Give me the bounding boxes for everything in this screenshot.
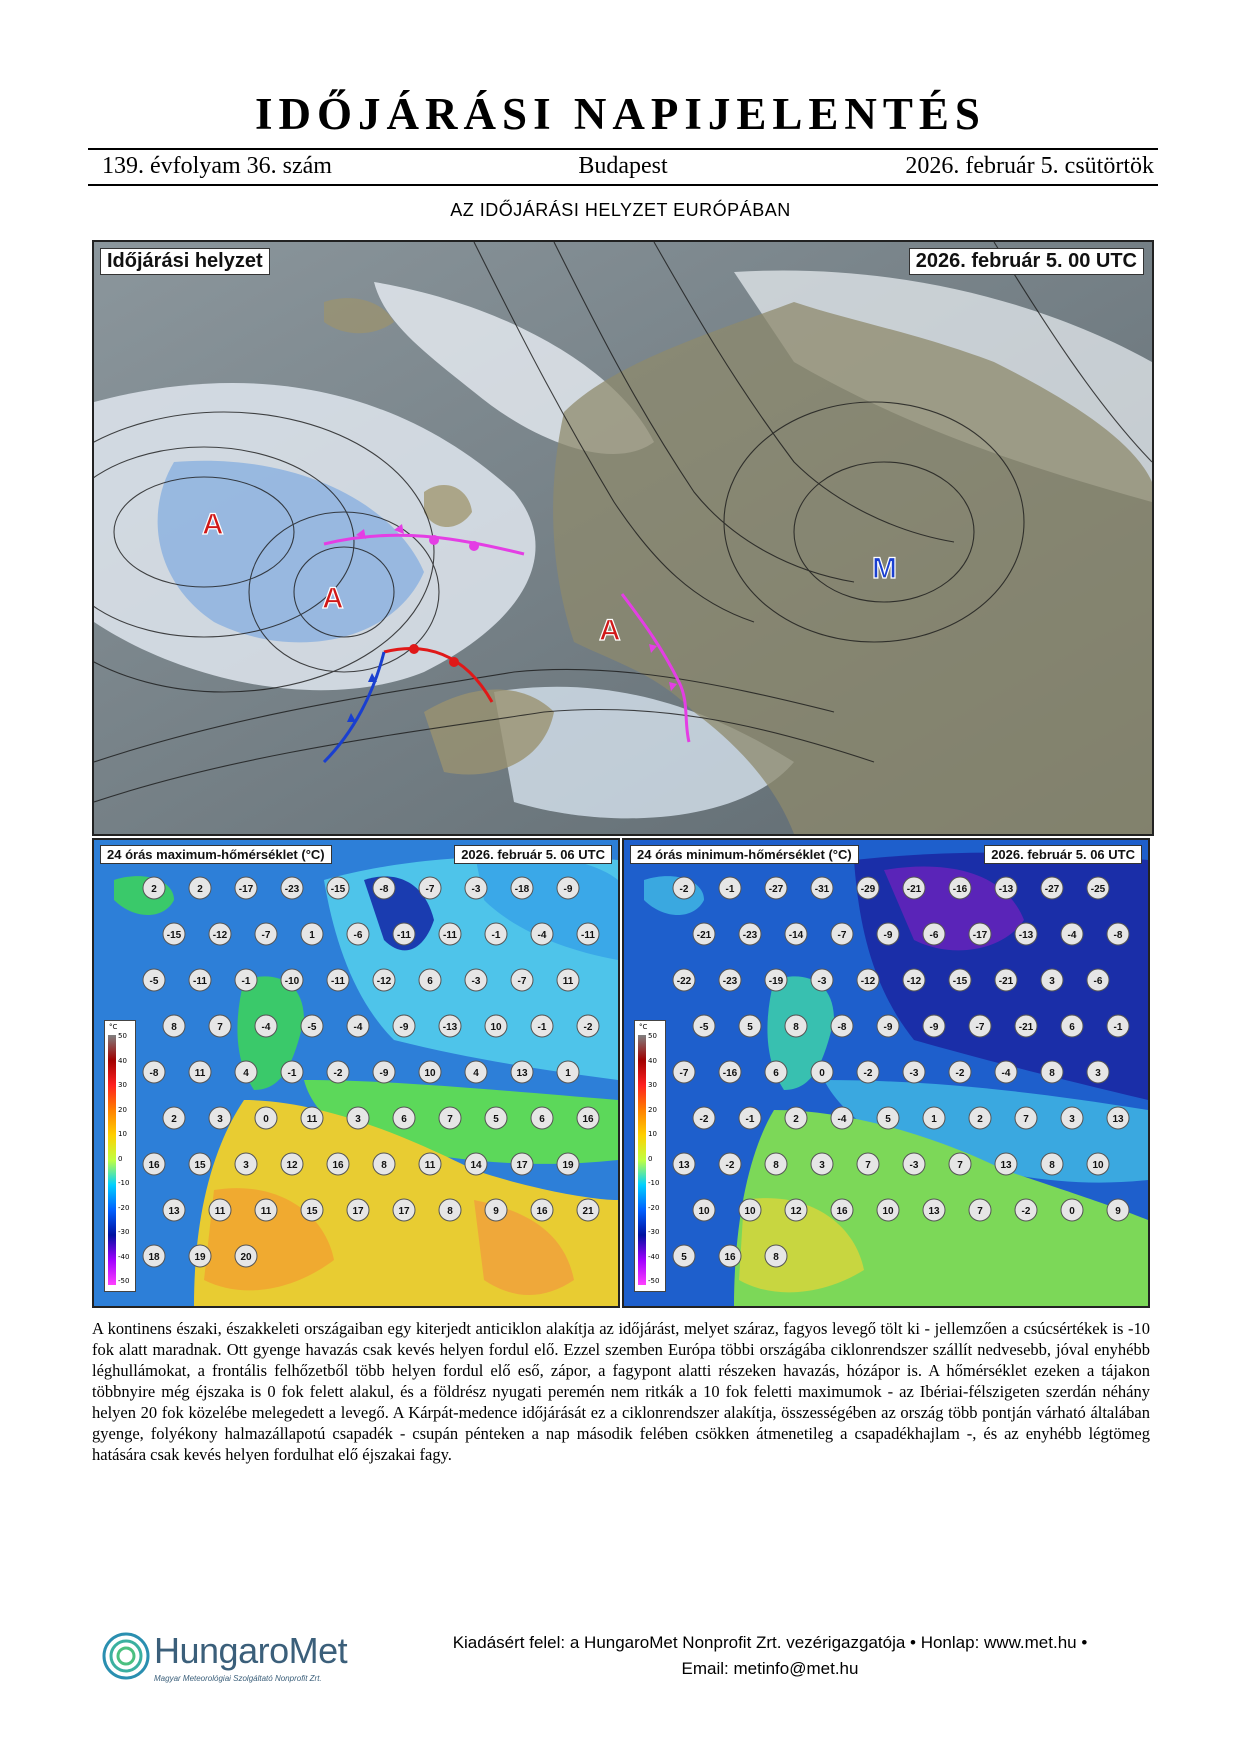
- station-temperature: 16: [582, 1114, 594, 1125]
- station-temperature: -23: [722, 976, 738, 987]
- colorbar-tick: -10: [648, 1179, 660, 1187]
- station-temperature: 3: [1049, 976, 1055, 987]
- station-temperature: -2: [679, 884, 689, 895]
- station-temperature: 6: [539, 1114, 545, 1125]
- station-temperature: -1: [287, 1068, 297, 1079]
- station-temperature: -9: [399, 1022, 409, 1033]
- station-temperature: -2: [699, 1114, 709, 1125]
- station-temperature: -7: [425, 884, 435, 895]
- station-temperature: -14: [788, 930, 804, 941]
- station-temperature: 5: [493, 1114, 499, 1125]
- station-temperature: 11: [260, 1206, 272, 1217]
- colorbar-ramp: [638, 1035, 646, 1285]
- station-temperature: 3: [355, 1114, 361, 1125]
- station-temperature: -3: [471, 884, 481, 895]
- logo-tagline: Magyar Meteorológiai Szolgáltató Nonprofit Zrt.: [154, 1674, 322, 1683]
- station-temperature: 15: [306, 1206, 318, 1217]
- min-temp-colorbar: [634, 1020, 666, 1292]
- station-temperature: 7: [957, 1160, 963, 1171]
- station-temperature: -2: [333, 1068, 343, 1079]
- station-temperature: 16: [536, 1206, 548, 1217]
- station-temperature: -2: [583, 1022, 593, 1033]
- station-temperature: 11: [306, 1114, 318, 1125]
- weather-summary-text: A kontinens északi, északkeleti országaiban egy kiterjedt anticiklon alakítja az időjárást, melyet száraz, fagyos levegő tölt ki - jellemzően a csúcsértékek is -10 fok alatt maradnak. Ott gyenge havazás csak kevés helyen fordul elő. Ezzel szemben Európa többi országába ciklonrendszer szállít nedvesebb, jóval enyhébb léghullámokat, a frontális felhőzetből több helyen fordul elő eső, zápor, a fagypont alatti részeken havazás, hózápor is. A hőmérséklet ezeken a tájakon többnyire még éjszaka is 0 fok felett alakul, és a földrész nyugati peremén nem ritkák a 10 fok feletti maximumok - az Ibériai-félszigeten szerdán néhány helyen 20 fok közelébe melegedett a levegő. A Kárpát-medence időjárását ez a ciklonrendszer alakítja, összességében az ország több pontján várható általában gyenge, folyékony halmazállapotú csapadék - csupán pénteken a nap második felében csökken átmenetileg a csapadékhajlam -, és az enyhébb légtömeg hatására csak kevés helyen fordulhat elő éjszakai fagy.: [92, 1319, 1150, 1464]
- station-temperature: 16: [332, 1160, 344, 1171]
- station-temperature: 3: [1069, 1114, 1075, 1125]
- station-temperature: 6: [427, 976, 433, 987]
- station-temperature: 2: [977, 1114, 983, 1125]
- station-temperature: -19: [768, 976, 784, 987]
- station-temperature: 13: [168, 1206, 180, 1217]
- footer-credits: [390, 1630, 1150, 1682]
- station-temperature: -11: [581, 930, 595, 941]
- min-temp-map-graphic: [624, 840, 1148, 1306]
- station-temperature: 13: [516, 1068, 528, 1079]
- station-temperature: -21: [998, 976, 1014, 987]
- station-temperature: -17: [972, 930, 988, 941]
- station-temperature: 11: [214, 1206, 226, 1217]
- station-temperature: -12: [376, 976, 392, 987]
- station-temperature: 19: [194, 1252, 206, 1263]
- station-temperature: 6: [401, 1114, 407, 1125]
- station-temperature: -6: [929, 930, 939, 941]
- colorbar-tick: -30: [648, 1228, 660, 1236]
- station-temperature: 10: [424, 1068, 436, 1079]
- station-temperature: 7: [447, 1114, 453, 1125]
- colorbar-unit: °C: [109, 1023, 118, 1031]
- station-temperature: -21: [696, 930, 712, 941]
- station-temperature: -22: [676, 976, 692, 987]
- station-temperature: -2: [1021, 1206, 1031, 1217]
- station-temperature: 6: [773, 1068, 779, 1079]
- station-temperature: -3: [909, 1068, 919, 1079]
- colorbar-tick: -40: [648, 1252, 660, 1261]
- station-temperature: 15: [194, 1160, 206, 1171]
- colorbar-tick: 40: [118, 1056, 127, 1065]
- station-temperature: 7: [977, 1206, 983, 1217]
- station-temperature: 10: [698, 1206, 710, 1217]
- colorbar-tick: 30: [648, 1081, 657, 1089]
- issue-date: 2026. február 5. csütörtök: [905, 153, 1154, 179]
- station-temperature: -4: [261, 1022, 271, 1033]
- station-temperature: 3: [1095, 1068, 1101, 1079]
- station-temperature: -7: [261, 930, 271, 941]
- station-temperature: -1: [745, 1114, 755, 1125]
- station-temperature: 8: [793, 1022, 799, 1033]
- station-temperature: 0: [1069, 1206, 1075, 1217]
- station-temperature: 1: [931, 1114, 937, 1125]
- high-pressure-label: A: [599, 614, 621, 647]
- station-temperature: -2: [863, 1068, 873, 1079]
- station-temperature: -13: [442, 1022, 458, 1033]
- station-temperature: -13: [1018, 930, 1034, 941]
- station-temperature: 7: [217, 1022, 223, 1033]
- station-temperature: 8: [773, 1252, 779, 1263]
- issue-volume: 139. évfolyam 36. szám: [102, 153, 332, 179]
- station-temperature: -25: [1090, 884, 1106, 895]
- station-temperature: -21: [1018, 1022, 1034, 1033]
- colorbar-tick: 10: [648, 1130, 657, 1138]
- colorbar-tick: -40: [118, 1252, 130, 1261]
- colorbar-tick: 0: [118, 1154, 123, 1163]
- station-temperature: -9: [929, 1022, 939, 1033]
- station-temperature: -4: [353, 1022, 363, 1033]
- station-temperature: -1: [491, 930, 501, 941]
- colorbar-tick: 20: [118, 1105, 127, 1114]
- station-temperature: 0: [819, 1068, 825, 1079]
- station-temperature: -31: [814, 884, 830, 895]
- station-temperature: 11: [562, 976, 574, 987]
- station-temperature: -11: [193, 976, 207, 987]
- section-title: AZ IDŐJÁRÁSI HELYZET EURÓPÁBAN: [450, 200, 791, 220]
- station-temperature: -12: [212, 930, 228, 941]
- station-temperature: 10: [744, 1206, 756, 1217]
- station-temperature: -7: [517, 976, 527, 987]
- station-temperature: 13: [1112, 1114, 1124, 1125]
- station-temperature: -16: [722, 1068, 738, 1079]
- station-temperature: 12: [790, 1206, 802, 1217]
- colorbar-tick: 40: [648, 1056, 657, 1065]
- station-temperature: -8: [379, 884, 389, 895]
- station-temperature: 8: [773, 1160, 779, 1171]
- colorbar-tick: -50: [118, 1277, 130, 1285]
- hungaromet-logo: [100, 1624, 360, 1688]
- station-temperature: 8: [1049, 1068, 1055, 1079]
- station-temperature: 11: [194, 1068, 206, 1079]
- station-temperature: -6: [1093, 976, 1103, 987]
- logo-name: HungaroMet: [154, 1630, 348, 1671]
- synoptic-map-graphic: [94, 242, 1152, 834]
- station-temperature: -1: [725, 884, 735, 895]
- station-temperature: -27: [1044, 884, 1060, 895]
- synoptic-map: [92, 240, 1154, 836]
- station-temperature: -6: [353, 930, 363, 941]
- station-temperature: -12: [906, 976, 922, 987]
- station-temperature: 2: [151, 884, 157, 895]
- colorbar-tick: 0: [648, 1154, 653, 1163]
- max-temp-map-graphic: [94, 840, 618, 1306]
- station-temperature: 8: [447, 1206, 453, 1217]
- station-temperature: 5: [747, 1022, 753, 1033]
- station-temperature: 10: [1092, 1160, 1104, 1171]
- station-temperature: 4: [243, 1068, 249, 1079]
- hungaromet-logo-icon: [100, 1630, 152, 1682]
- station-temperature: -23: [284, 884, 300, 895]
- station-temperature: -29: [860, 884, 876, 895]
- high-pressure-label: A: [202, 508, 224, 541]
- station-temperature: 11: [424, 1160, 436, 1171]
- station-temperature: 13: [1000, 1160, 1012, 1171]
- colorbar-tick: -20: [118, 1203, 130, 1212]
- colorbar-ramp: [108, 1035, 116, 1285]
- station-temperature: -7: [679, 1068, 689, 1079]
- station-temperature: -23: [742, 930, 758, 941]
- station-temperature: -9: [883, 930, 893, 941]
- station-temperature: -27: [768, 884, 784, 895]
- station-temperature: 10: [490, 1022, 502, 1033]
- station-temperature: -8: [149, 1068, 159, 1079]
- max-temp-title: 24 órás maximum-hőmérséklet (°C): [100, 845, 332, 864]
- station-temperature: 13: [928, 1206, 940, 1217]
- station-temperature: -11: [397, 930, 411, 941]
- station-temperature: 14: [470, 1160, 482, 1171]
- station-temperature: -11: [331, 976, 345, 987]
- station-temperature: 7: [1023, 1114, 1029, 1125]
- station-temperature: -10: [284, 976, 300, 987]
- masthead-title: IDŐJÁRÁSI NAPIJELENTÉS: [255, 89, 986, 139]
- low-pressure-label: M: [872, 552, 897, 585]
- colorbar-unit: °C: [639, 1023, 648, 1031]
- station-temperature: 16: [148, 1160, 160, 1171]
- station-temperature: 9: [493, 1206, 499, 1217]
- issue-place: Budapest: [578, 153, 668, 179]
- colorbar-tick: 20: [648, 1105, 657, 1114]
- colorbar-tick: 50: [648, 1032, 657, 1040]
- station-temperature: 12: [286, 1160, 298, 1171]
- station-temperature: 10: [882, 1206, 894, 1217]
- station-temperature: -16: [952, 884, 968, 895]
- footer-line-1: Kiadásért felel: a HungaroMet Nonprofit Zrt. vezérigazgatója • Honlap: www.met.hu •: [452, 1633, 1088, 1652]
- max-temp-map: [92, 838, 620, 1308]
- station-temperature: -3: [471, 976, 481, 987]
- station-temperature: -15: [952, 976, 968, 987]
- station-temperature: 0: [263, 1114, 269, 1125]
- station-temperature: -13: [998, 884, 1014, 895]
- station-temperature: 2: [793, 1114, 799, 1125]
- station-temperature: 9: [1115, 1206, 1121, 1217]
- station-temperature: -12: [860, 976, 876, 987]
- synoptic-map-time: 2026. február 5. 00 UTC: [909, 248, 1144, 275]
- station-temperature: 13: [678, 1160, 690, 1171]
- station-temperature: -7: [837, 930, 847, 941]
- station-temperature: 3: [243, 1160, 249, 1171]
- station-temperature: 20: [240, 1252, 252, 1263]
- station-temperature: -5: [149, 976, 159, 987]
- station-temperature: -2: [725, 1160, 735, 1171]
- station-temperature: -9: [379, 1068, 389, 1079]
- station-temperature: 17: [352, 1206, 364, 1217]
- station-temperature: -3: [817, 976, 827, 987]
- station-temperature: -1: [537, 1022, 547, 1033]
- station-temperature: 2: [171, 1114, 177, 1125]
- min-temp-time: 2026. február 5. 06 UTC: [984, 845, 1142, 864]
- station-temperature: -21: [906, 884, 922, 895]
- station-temperature: 1: [309, 930, 315, 941]
- station-temperature: 17: [516, 1160, 528, 1171]
- synoptic-map-title: Időjárási helyzet: [100, 248, 270, 275]
- station-temperature: -9: [563, 884, 573, 895]
- station-temperature: 1: [565, 1068, 571, 1079]
- colorbar-tick: -10: [118, 1179, 130, 1187]
- station-temperature: 5: [681, 1252, 687, 1263]
- station-temperature: 17: [398, 1206, 410, 1217]
- station-temperature: -11: [443, 930, 457, 941]
- station-temperature: 16: [836, 1206, 848, 1217]
- station-temperature: -1: [1113, 1022, 1123, 1033]
- high-pressure-label: A: [322, 582, 344, 615]
- max-temp-colorbar: [104, 1020, 136, 1292]
- station-temperature: 8: [381, 1160, 387, 1171]
- station-temperature: -7: [975, 1022, 985, 1033]
- station-temperature: 6: [1069, 1022, 1075, 1033]
- station-temperature: -4: [837, 1114, 847, 1125]
- station-temperature: 2: [197, 884, 203, 895]
- station-temperature: -18: [514, 884, 530, 895]
- station-temperature: -5: [699, 1022, 709, 1033]
- station-temperature: 5: [885, 1114, 891, 1125]
- station-temperature: 21: [582, 1206, 594, 1217]
- station-temperature: -8: [1113, 930, 1123, 941]
- colorbar-tick: 10: [118, 1130, 127, 1138]
- station-temperature: 8: [1049, 1160, 1055, 1171]
- station-temperature: -1: [241, 976, 251, 987]
- station-temperature: -4: [1001, 1068, 1011, 1079]
- issue-line: [88, 148, 1158, 186]
- min-temp-map: [622, 838, 1150, 1308]
- station-temperature: -4: [537, 930, 547, 941]
- station-temperature: -2: [955, 1068, 965, 1079]
- station-temperature: 18: [148, 1252, 160, 1263]
- station-temperature: -5: [307, 1022, 317, 1033]
- min-temp-title: 24 órás minimum-hőmérséklet (°C): [630, 845, 859, 864]
- colorbar-tick: -30: [118, 1228, 130, 1236]
- colorbar-tick: -20: [648, 1203, 660, 1212]
- station-temperature: -15: [330, 884, 346, 895]
- station-temperature: 3: [217, 1114, 223, 1125]
- station-temperature: -15: [166, 930, 182, 941]
- station-temperature: 19: [562, 1160, 574, 1171]
- station-temperature: 8: [171, 1022, 177, 1033]
- station-temperature: -9: [883, 1022, 893, 1033]
- max-temp-time: 2026. február 5. 06 UTC: [454, 845, 612, 864]
- station-temperature: -3: [909, 1160, 919, 1171]
- station-temperature: -4: [1067, 930, 1077, 941]
- station-temperature: 7: [865, 1160, 871, 1171]
- station-temperature: -17: [238, 884, 254, 895]
- station-temperature: 4: [473, 1068, 479, 1079]
- footer-line-2: Email: metinfo@met.hu: [681, 1659, 859, 1678]
- station-temperature: 3: [819, 1160, 825, 1171]
- colorbar-tick: -50: [648, 1277, 660, 1285]
- station-temperature: -8: [837, 1022, 847, 1033]
- station-temperature: 16: [724, 1252, 736, 1263]
- colorbar-tick: 50: [118, 1032, 127, 1040]
- colorbar-tick: 30: [118, 1081, 127, 1089]
